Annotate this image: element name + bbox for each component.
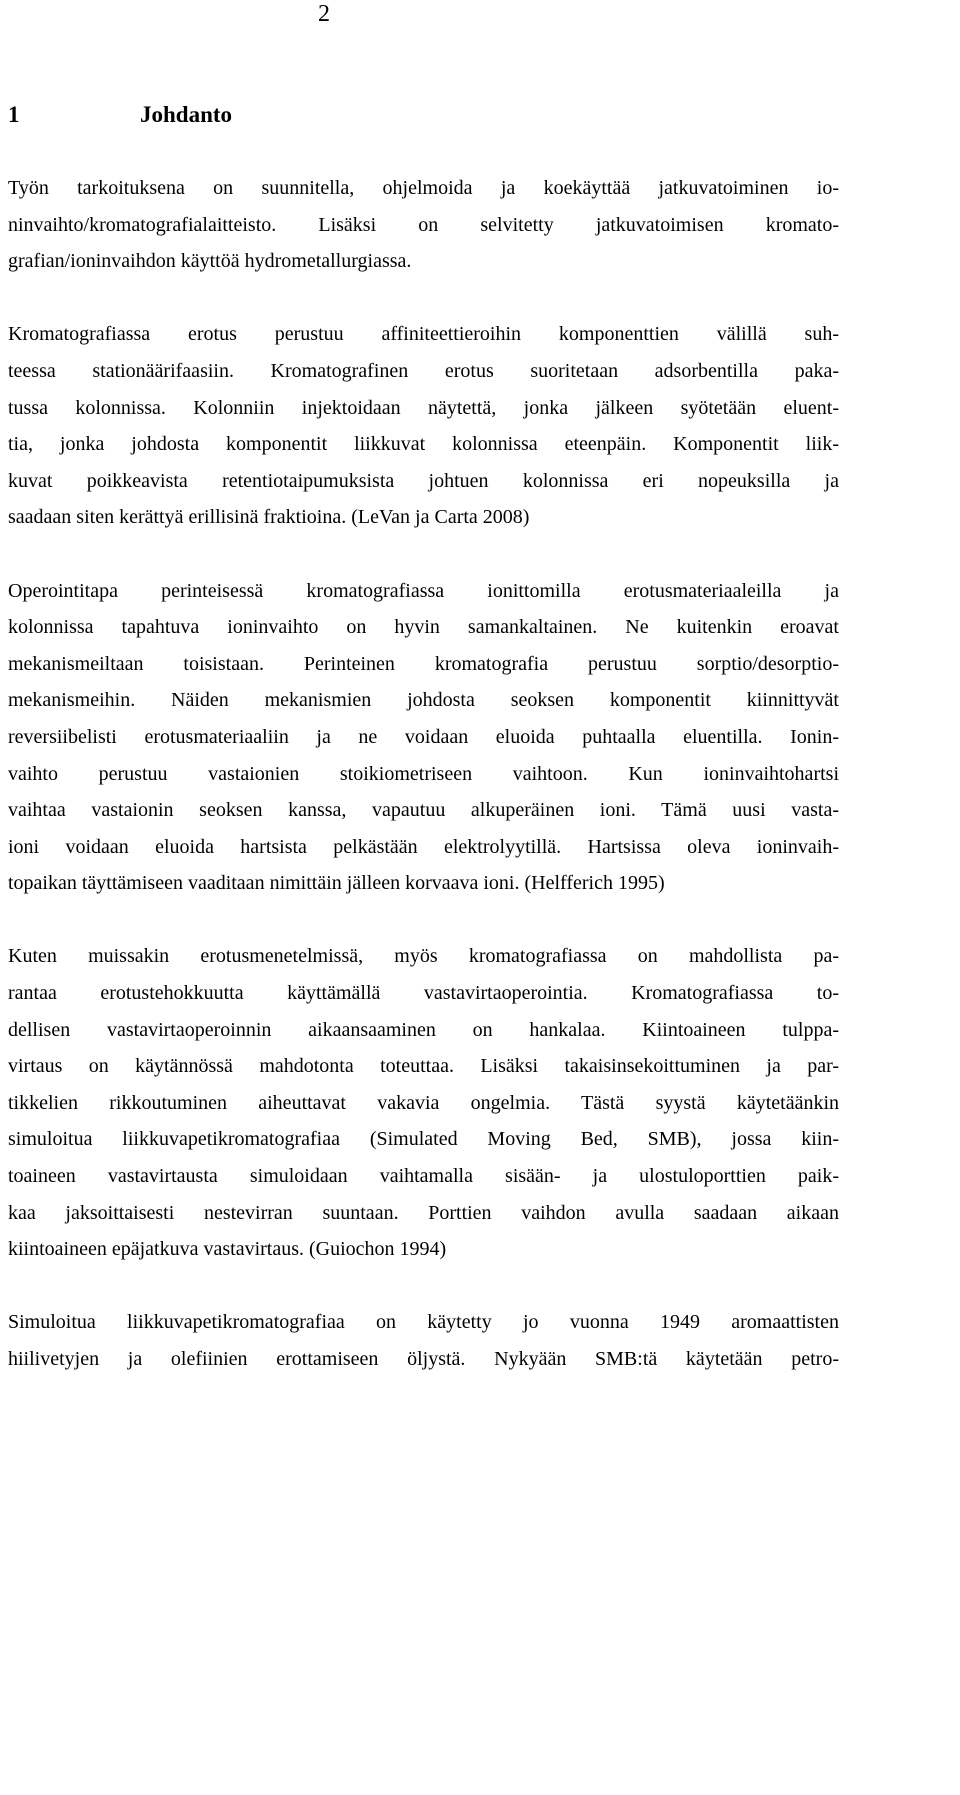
text-line: vaihtaa vastaionin seoksen kanssa, vapautuu alkuperäinen ioni. Tämä uusi vasta- <box>8 799 839 822</box>
text-line: kolonnissa tapahtuva ioninvaihto on hyvin samankaltainen. Ne kuitenkin eroavat <box>8 616 839 639</box>
text-line: simuloitua liikkuvapetikromatografiaa (Simulated Moving Bed, SMB), jossa kiin- <box>8 1128 839 1151</box>
text-line: mekanismeihin. Näiden mekanismien johdosta seoksen komponentit kiinnittyvät <box>8 689 839 712</box>
text-line: kaa jaksoittaisesti nestevirran suuntaan. Porttien vaihdon avulla saadaan aikaan <box>8 1201 839 1224</box>
paragraph-gap <box>8 902 839 939</box>
text-line: teessa stationäärifaasiin. Kromatografinen erotus suoritetaan adsorbentilla paka- <box>8 359 839 382</box>
text-line: ioni voidaan eluoida hartsista pelkästään elektrolyytillä. Hartsissa oleva ioninvaih- <box>8 835 839 858</box>
text-line: Operointitapa perinteisessä kromatografiassa ionittomilla erotusmateriaaleilla ja <box>8 579 839 602</box>
text-line: toaineen vastavirtausta simuloidaan vaihtamalla sisään- ja ulostuloporttien paik- <box>8 1165 839 1188</box>
text-line: mekanismeiltaan toisistaan. Perinteinen kromatografia perustuu sorptio/desorptio- <box>8 652 839 675</box>
text-line: topaikan täyttämiseen vaaditaan nimittäin jälleen korvaava ioni. (Helfferich 1995) <box>8 872 665 895</box>
text-line: dellisen vastavirtaoperoinnin aikaansaaminen on hankalaa. Kiintoaineen tulppa- <box>8 1018 839 1041</box>
paragraph <box>8 573 839 902</box>
text-line: Kuten muissakin erotusmenetelmissä, myös kromatografiassa on mahdollista pa- <box>8 945 839 968</box>
paragraph <box>8 1304 839 1377</box>
text-line: vaihto perustuu vastaionien stoikiometriseen vaihtoon. Kun ioninvaihtohartsi <box>8 762 839 785</box>
text-line: tussa kolonnissa. Kolonniin injektoidaan näytettä, jonka jälkeen syötetään eluent- <box>8 396 839 419</box>
text-line: kiintoaineen epäjatkuva vastavirtaus. (Guiochon 1994) <box>8 1238 447 1261</box>
text-line: virtaus on käytännössä mahdotonta toteuttaa. Lisäksi takaisinsekoittuminen ja par- <box>8 1055 839 1078</box>
text-line: saadaan siten kerättyä erillisinä fraktioina. (LeVan ja Carta 2008) <box>8 506 530 529</box>
paragraph-gap <box>8 1268 839 1305</box>
text-line: reversiibelisti erotusmateriaaliin ja ne voidaan eluoida puhtaalla eluentilla. Ionin- <box>8 725 839 748</box>
text-line: Simuloitua liikkuvapetikromatografiaa on käytetty jo vuonna 1949 aromaattisten <box>8 1311 839 1334</box>
section-title: Johdanto <box>140 102 233 127</box>
page-number: 2 <box>318 1 330 27</box>
text-line: kuvat poikkeavista retentiotaipumuksista johtuen kolonnissa eri nopeuksilla ja <box>8 469 839 492</box>
text-line: ninvaihto/kromatografialaitteisto. Lisäksi on selvitetty jatkuvatoimisen kromato- <box>8 213 839 236</box>
text-line: hiilivetyjen ja olefiinien erottamiseen öljystä. Nykyään SMB:tä käytetään petro- <box>8 1348 839 1370</box>
body-text <box>8 170 839 1378</box>
section-heading <box>8 100 232 130</box>
text-line: tia, jonka johdosta komponentit liikkuvat kolonnissa eteenpäin. Komponentit liik- <box>8 433 839 456</box>
paragraph <box>8 170 839 280</box>
text-line: Kromatografiassa erotus perustuu affiniteettieroihin komponenttien välillä suh- <box>8 323 839 346</box>
text-line: tikkelien rikkoutuminen aiheuttavat vakavia ongelmia. Tästä syystä käytetäänkin <box>8 1091 839 1114</box>
paragraph-gap <box>8 536 839 573</box>
paragraph <box>8 938 839 1267</box>
paragraph-gap <box>8 280 839 317</box>
section-number: 1 <box>8 102 20 127</box>
text-line: rantaa erotustehokkuutta käyttämällä vastavirtaoperointia. Kromatografiassa to- <box>8 982 839 1005</box>
text-line: grafian/ioninvaihdon käyttöä hydrometallurgiassa. <box>8 250 412 273</box>
text-line: Työn tarkoituksena on suunnitella, ohjelmoida ja koekäyttää jatkuvatoiminen io- <box>8 177 839 199</box>
paragraph <box>8 316 839 536</box>
